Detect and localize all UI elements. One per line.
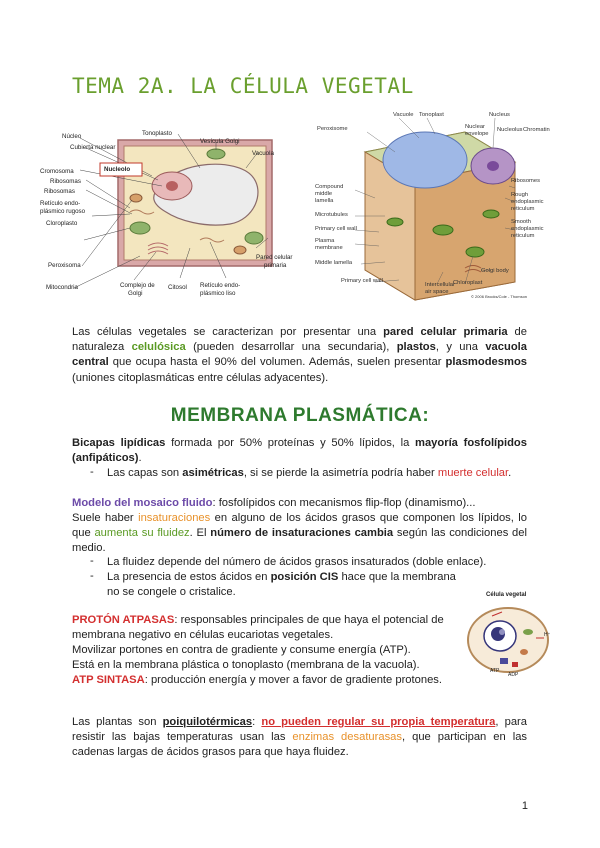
- page-number: 1: [521, 800, 528, 812]
- bullet-dash: -: [90, 570, 94, 582]
- label-rough-2: endoplasmic: [511, 199, 544, 205]
- mosaico-line: Modelo del mosaico fluido: fosfolípidos con mecanismos flip-flop (dinamismo)...: [72, 497, 476, 509]
- mosaico-paragraph: Suele haber insaturaciones en alguno de los ácidos grasos que componen los lípidos, lo que aumenta su fluidez. El número de insaturaciones cambia según las condiciones del medio.: [72, 512, 527, 555]
- label-rough-1: Rough: [511, 192, 529, 198]
- page-title: TEMA 2A. LA CÉLULA VEGETAL: [72, 74, 414, 98]
- label-nuclear-2: envelope: [465, 131, 489, 137]
- poiquilotermicas-paragraph: Las plantas son poiquilotérmicas: no pueden regular su propia temperatura, para resistir las bajas temperaturas usan las enzimas desaturasas, que participan en las cadenas largas de ácidos grasos para que haya fluidez.: [72, 716, 528, 759]
- bicapa-bullet: Las capas son asimétricas, si se pierde la asimetría podría haber muerte celular.: [107, 467, 512, 479]
- label-plasma-2: membrane: [315, 245, 343, 251]
- label-cubierta: Cubierta nuclear: [70, 144, 116, 151]
- label-ribosomes: Ribosomes: [511, 178, 540, 184]
- label-peroxisome: Peroxisome: [317, 126, 348, 132]
- label-nucleolus: Nucleolus: [497, 127, 523, 133]
- label-chromatin: Chromatin: [523, 127, 550, 133]
- mosaico-bullet-2: La presencia de estos ácidos en posición CIS hace que la membrana: [107, 571, 456, 583]
- label-nucleolo: Nucleolo: [104, 166, 131, 173]
- diagram3-atp: ATP: [490, 668, 500, 674]
- label-vacuola: Vacuola: [252, 150, 274, 157]
- label-intercellular-2: air space: [425, 289, 449, 295]
- label-smooth-2: endoplasmic: [511, 226, 544, 232]
- diagram3-h: H⁺: [544, 632, 551, 638]
- label-chloroplast: Chloroplast: [453, 280, 483, 286]
- label-intercellular-1: Intercellular: [425, 282, 455, 288]
- label-nucleus: Nucleus: [489, 112, 510, 118]
- label-nuclear-1: Nuclear: [465, 124, 485, 130]
- label-peroxisoma: Peroxisoma: [48, 262, 81, 269]
- bullet-dash: -: [90, 466, 94, 478]
- label-ribosomas2: Ribosomas: [44, 188, 75, 195]
- atpase-diagram: [462, 592, 554, 690]
- label-golgi-1: Complejo de: [120, 282, 155, 289]
- proton-line-1: PROTÓN ATPASAS: responsables principales de que haya el potencial de: [72, 614, 444, 626]
- label-reticulo-liso-2: plásmico liso: [200, 290, 236, 297]
- label-vesicula: Vesícula Golgi: [200, 138, 240, 145]
- label-ribosomas1: Ribosomas: [50, 178, 81, 185]
- label-reticulo-rugoso-1: Retículo endo-: [40, 200, 81, 207]
- label-tonoplast: Tonoplast: [419, 112, 444, 118]
- label-cloroplasto: Cloroplasto: [46, 220, 78, 227]
- label-middle-lamella: Middle lamella: [315, 260, 353, 266]
- proton-line-2: membrana negativo en células eucariotas vegetales.: [72, 629, 334, 641]
- label-compound-1: Compound: [315, 184, 344, 190]
- label-primary-wall: Primary cell wall: [315, 226, 357, 232]
- mosaico-bullet-2-cont: no se congele o cristalice.: [107, 586, 236, 598]
- label-golgi-2: Golgi: [128, 290, 143, 297]
- label-microtubules: Microtubules: [315, 212, 348, 218]
- label-reticulo-rugoso-2: plásmico rugoso: [40, 208, 86, 215]
- label-tonoplasto: Tonoplasto: [142, 130, 172, 137]
- label-pared-2: primaria: [264, 262, 287, 269]
- label-credit: © 2006 Brooks/Cole - Thomson: [471, 294, 528, 299]
- label-plasma-1: Plasma: [315, 238, 335, 244]
- intro-paragraph: Las células vegetales se caracterizan por presentar una pared celular primaria de naturaleza celulósica (pueden desarrollar una secundaria), plastos, y una vacuola central que ocupa hasta el 90% del volumen. Además, suelen presentar plasmodesmos (uniones citoplasmáticas entre células adyacentes).: [72, 326, 528, 384]
- label-nucleo: Núcleo: [62, 133, 82, 140]
- label-reticulo-liso-1: Retículo endo-: [200, 282, 241, 289]
- label-citosol: Citosol: [168, 284, 187, 291]
- bicapa-paragraph: Bicapas lipídicas formada por 50% proteínas y 50% lípidos, la mayoría fosfolípidos (anfipáticos).: [72, 437, 527, 465]
- proton-line-4: Está en la membrana plástica o tonoplasto (membrana de la vacuola).: [72, 659, 420, 671]
- label-mitocondria: Mitocondria: [46, 284, 78, 291]
- plant-cell-diagram-en: [315, 112, 548, 302]
- label-golgi-body: Golgi body: [481, 268, 509, 274]
- proton-line-5: ATP SINTASA: producción energía y mover a favor de gradiente protones.: [72, 674, 443, 686]
- label-compound-3: lamella: [315, 198, 334, 204]
- label-rough-3: reticulum: [511, 206, 535, 212]
- mosaico-bullet-1: La fluidez depende del número de ácidos grasos insaturados (doble enlace).: [107, 556, 487, 568]
- label-smooth-3: reticulum: [511, 233, 535, 239]
- label-cromosoma: Cromosoma: [40, 168, 74, 175]
- plant-cell-diagram-es: [40, 128, 310, 300]
- label-pared-1: Pared celular: [256, 254, 293, 261]
- section-heading: MEMBRANA PLASMÁTICA:: [170, 405, 430, 426]
- diagram3-title: Célula vegetal: [486, 592, 527, 598]
- label-vacuole: Vacuole: [393, 112, 414, 118]
- label-smooth-1: Smooth: [511, 219, 531, 225]
- diagram3-adp: ADP: [508, 672, 519, 678]
- bullet-dash: -: [90, 555, 94, 567]
- label-primary-cell-wall-2: Primary cell wall: [341, 278, 383, 284]
- label-compound-2: middle: [315, 191, 333, 197]
- proton-line-3: Movilizar portones en contra de gradiente y consume energía (ATP).: [72, 644, 411, 656]
